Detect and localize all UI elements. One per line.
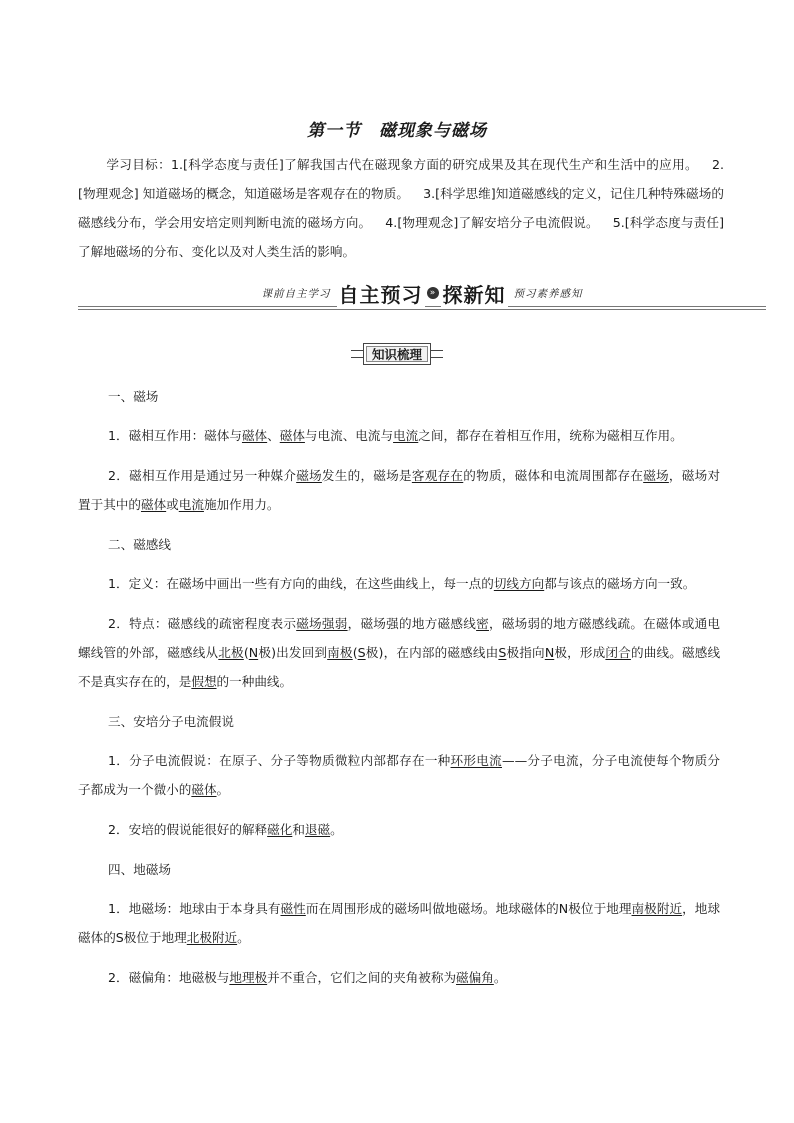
knowledge-section-label: 知识梳理 [0, 343, 794, 365]
heading-magnetic-field: 一、磁场 [108, 389, 159, 404]
paragraph-4: 2．特点：磁感线的疏密程度表示磁场强弱，磁场强的地方磁感线密，磁场弱的地方磁感线疏。在磁体或通电螺线管的外部，磁感线从北极(N极)出发回到南极(S极)，在内部的磁感线由S极指向N极，形成闭合的曲线。磁感线不是真实存在的，是假想的一种曲线。 [78, 616, 721, 689]
paragraph-6: 2．安培的假说能很好的解释磁化和退磁。 [108, 822, 343, 837]
page-title [0, 116, 794, 141]
paragraph-7: 1．地磁场：地球由于本身具有磁性而在周围形成的磁场叫做地磁场。地球磁体的N极位于地理南极附近，地球磁体的S极位于地理北极附近。 [78, 901, 721, 945]
objective-5: 5.[科学态度与责任]了解地磁场的分布、变化以及对人类生活的影响。 [78, 215, 725, 259]
heading-ampere-hypothesis: 三、安培分子电流假说 [108, 714, 234, 729]
heading-field-lines: 二、磁感线 [108, 537, 171, 552]
double-chevron-icon: » [427, 287, 439, 299]
banner-right-text: 预习素养感知 [508, 286, 589, 301]
section-number: 第一节 [307, 121, 361, 141]
section-banner [78, 280, 766, 310]
paragraph-3: 1．定义：在磁场中画出一些有方向的曲线，在这些曲线上，每一点的切线方向都与该点的磁场方向一致。 [108, 576, 696, 591]
main-content [78, 382, 720, 1003]
paragraph-8: 2．磁偏角：地磁极与地理极并不重合，它们之间的夹角被称为磁偏角。 [108, 970, 507, 985]
objective-1: 1.[科学态度与责任]了解我国古代在磁现象方面的研究成果及其在现代生产和生活中的应用。 [171, 157, 698, 172]
paragraph-1: 1．磁相互作用：磁体与磁体、磁体与电流、电流与电流之间，都存在着相互作用，统称为磁相互作用。 [108, 428, 683, 443]
learning-objectives: 学习目标：1.[科学态度与责任]了解我国古代在磁现象方面的研究成果及其在现代生产和生活中的应用。 2.[物理观念] 知道磁场的概念，知道磁场是客观存在的物质。 3.[科学思维]知道磁感线的定义，记住几种特殊磁场的磁感线分布，学会用安培定则判断电流的磁场方向。 4.[物理观念]了解安培分子电流假说。 5.[科学态度与责任]了解地磁场的分布、变化以及对人类生活的影响。 [78, 157, 725, 259]
heading-geomagnetic: 四、地磁场 [108, 862, 171, 877]
paragraph-5: 1．分子电流假说：在原子、分子等物质微粒内部都存在一种环形电流——分子电流，分子电流使每个物质分子都成为一个微小的磁体。 [78, 753, 721, 797]
banner-left-text: 课前自主学习 [256, 286, 337, 301]
banner-title-2: 探新知 [441, 279, 508, 308]
paragraph-2: 2．磁相互作用是通过另一种媒介磁场发生的，磁场是客观存在的物质，磁体和电流周围都存在磁场，磁场对置于其中的磁体或电流施加作用力。 [78, 468, 721, 512]
banner-title-1: 自主预习 [337, 279, 425, 308]
objective-3: 3.[科学思维]知道磁感线的定义，记住几种特殊磁场的磁感线分布，学会用安培定则判断电流的磁场方向。 [78, 186, 724, 230]
objective-2: 2.[物理观念] 知道磁场的概念，知道磁场是客观存在的物质。 [78, 157, 725, 201]
section-name: 磁现象与磁场 [379, 121, 487, 141]
objective-4: 4.[物理观念]了解安培分子电流假说。 [385, 215, 599, 230]
